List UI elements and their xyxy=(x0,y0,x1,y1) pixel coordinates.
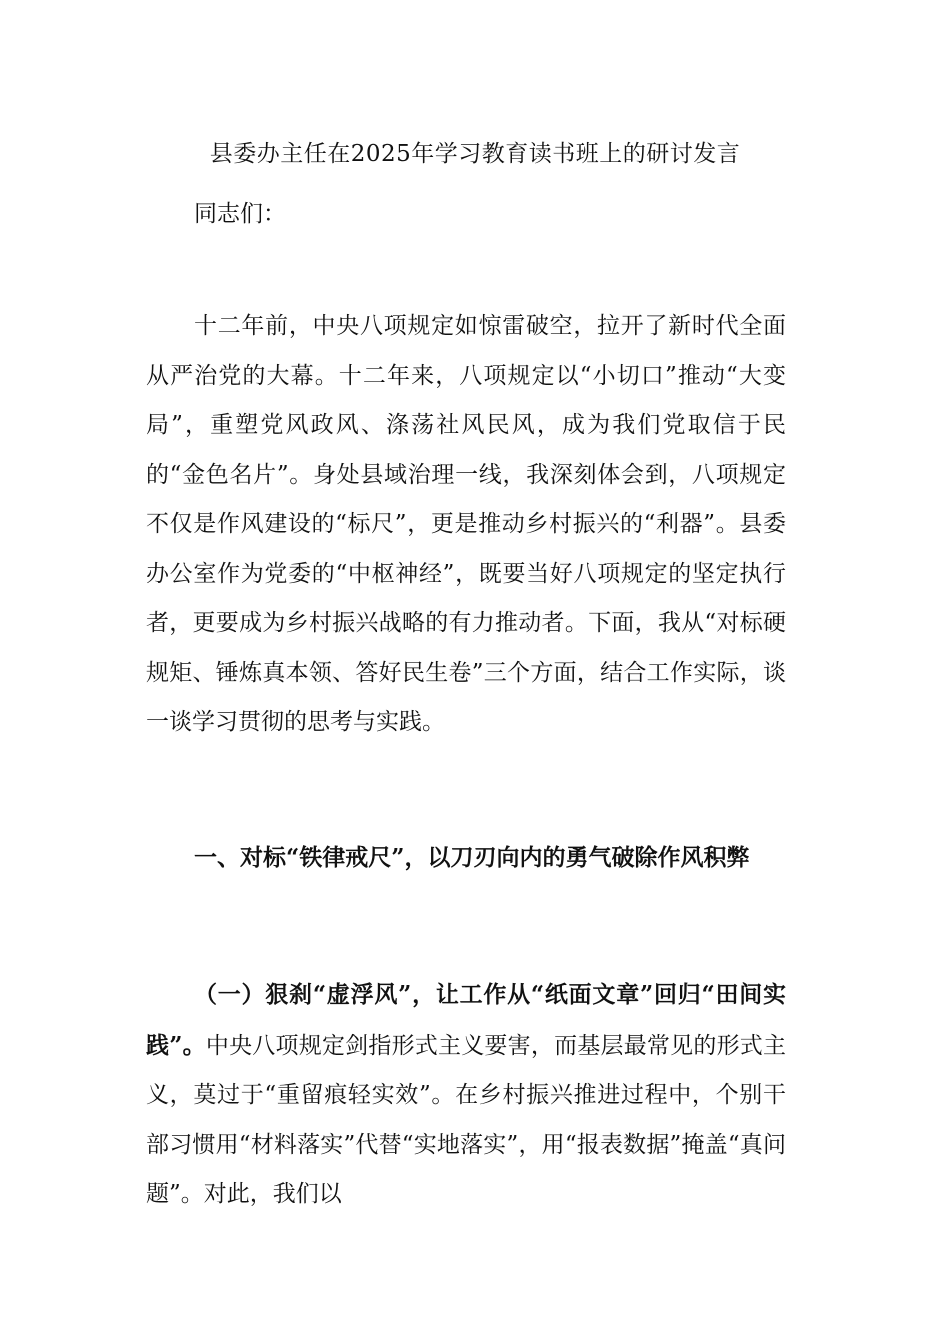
document-title: 县委办主任在2025年学习教育读书班上的研讨发言 xyxy=(209,141,741,167)
section-heading-text: 一、对标“铁律戒尺”，以刀刃向内的勇气破除作风积弊 xyxy=(194,844,750,871)
intro-paragraph xyxy=(146,302,786,748)
subsection-paragraph xyxy=(146,970,786,1220)
section-heading xyxy=(146,833,786,883)
intro-paragraph-text: 十二年前，中央八项规定如惊雷破空，拉开了新时代全面从严治党的大幕。十二年来，八项规定以“小切口”推动“大变局”，重塑党风政风、涤荡社风民风，成为我们党取信于民的“金色名片”。身处县域治理一线，我深刻体会到，八项规定不仅是作风建设的“标尺”，更是推动乡村振兴的“利器”。县委办公室作为党委的“中枢神经”，既要当好八项规定的坚定执行者，更要成为乡村振兴战略的有力推动者。下面，我从“对标硬规矩、锤炼真本领、答好民生卷”三个方面，结合工作实际，谈一谈学习贯彻的思考与实践。 xyxy=(146,313,786,735)
subsection-lead: （一）狠刹“虚浮风”，让工作从“纸面文章”回归“田间实践”。 xyxy=(146,981,786,1059)
greeting-text: 同志们： xyxy=(194,201,286,227)
subsection-paragraph-text xyxy=(146,970,786,1220)
greeting xyxy=(146,190,786,240)
subsection-body: 中央八项规定剑指形式主义要害，而基层最常见的形式主义，莫过于“重留痕轻实效”。在乡村振兴推进过程中，个别干部习惯用“材料落实”代替“实地落实”，用“报表数据”掩盖“真问题”。对此，我们以 xyxy=(146,1032,786,1207)
